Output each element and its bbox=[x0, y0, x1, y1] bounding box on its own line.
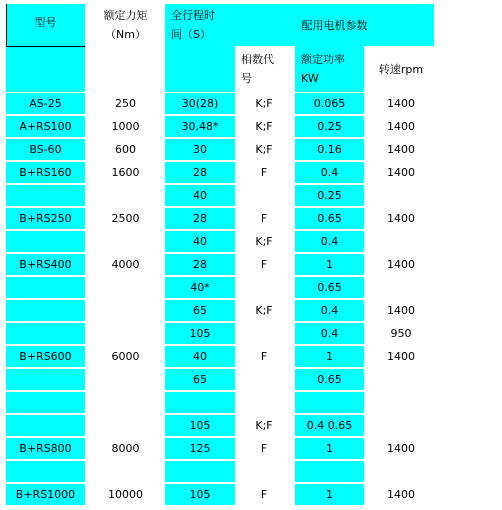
cell-time-value: 105 bbox=[189, 327, 211, 340]
cell-model bbox=[6, 162, 85, 183]
cell-power bbox=[295, 392, 364, 413]
cell-power-value: 1 bbox=[326, 488, 333, 501]
cell-speed-value: 1400 bbox=[387, 120, 415, 133]
cell-power bbox=[295, 185, 364, 206]
cell-power-value: 1 bbox=[326, 350, 333, 363]
cell-power bbox=[295, 231, 364, 252]
cell-time-value: 65 bbox=[193, 304, 207, 317]
cell-power bbox=[295, 438, 364, 459]
cell-power bbox=[295, 415, 364, 436]
cell-power-value: 0.4 bbox=[320, 327, 339, 340]
cell-speed bbox=[366, 208, 436, 229]
cell-power bbox=[295, 369, 364, 390]
cell-phase-value: F bbox=[260, 258, 268, 271]
cell-phase bbox=[235, 415, 293, 436]
cell-torque bbox=[88, 162, 163, 183]
cell-phase bbox=[235, 346, 293, 367]
cell-speed bbox=[366, 300, 436, 321]
cell-model-value: BS-60 bbox=[29, 143, 62, 156]
cell-torque bbox=[88, 415, 163, 436]
cell-phase bbox=[235, 116, 293, 137]
cell-time-value: 40 bbox=[193, 350, 207, 363]
cell-power bbox=[295, 208, 364, 229]
cell-model bbox=[6, 208, 85, 229]
cell-power-value: 0.25 bbox=[317, 120, 342, 133]
cell-model-value: B+RS1000 bbox=[15, 488, 76, 501]
cell-torque bbox=[88, 346, 163, 367]
cell-speed bbox=[366, 369, 436, 390]
cell-torque bbox=[88, 484, 163, 505]
cell-torque-value: 10000 bbox=[108, 488, 143, 501]
cell-phase bbox=[235, 461, 293, 482]
cell-time-value: 30(28) bbox=[181, 97, 219, 110]
cell-torque-value: 250 bbox=[115, 97, 136, 110]
header-model bbox=[6, 4, 85, 46]
cell-speed-value: 1400 bbox=[387, 488, 415, 501]
cell-model-value: B+RS800 bbox=[19, 442, 72, 455]
cell-torque-value: 4000 bbox=[111, 258, 140, 271]
cell-torque-value: 1600 bbox=[111, 166, 140, 179]
cell-phase-value: K;F bbox=[255, 143, 273, 156]
header-speed bbox=[366, 46, 436, 92]
cell-speed-value: 1400 bbox=[387, 143, 415, 156]
cell-phase bbox=[235, 484, 293, 505]
cell-torque bbox=[88, 392, 163, 413]
cell-torque bbox=[88, 461, 163, 482]
cell-torque bbox=[88, 369, 163, 390]
cell-torque-value: 8000 bbox=[111, 442, 140, 455]
header-stroke-time-line1: 全行程时 bbox=[171, 9, 215, 22]
header-phase-code bbox=[235, 46, 293, 92]
cell-power-value: 0.4 bbox=[320, 304, 339, 317]
cell-speed bbox=[366, 116, 436, 137]
cell-phase bbox=[235, 162, 293, 183]
cell-speed bbox=[366, 231, 436, 252]
cell-speed bbox=[366, 185, 436, 206]
cell-time-value: 65 bbox=[193, 373, 207, 386]
cell-torque bbox=[88, 323, 163, 344]
cell-model bbox=[6, 254, 85, 275]
cell-time bbox=[165, 93, 235, 114]
cell-torque bbox=[88, 300, 163, 321]
cell-time-value: 40* bbox=[190, 281, 210, 294]
cell-speed bbox=[366, 461, 436, 482]
cell-model bbox=[6, 231, 85, 252]
cell-speed bbox=[366, 415, 436, 436]
cell-power bbox=[295, 300, 364, 321]
header-speed-label: 转速rpm bbox=[378, 63, 424, 76]
cell-torque bbox=[88, 231, 163, 252]
cell-model-value: B+RS160 bbox=[19, 166, 72, 179]
cell-speed bbox=[366, 346, 436, 367]
cell-phase-value: F bbox=[260, 442, 268, 455]
cell-power-value: 1 bbox=[326, 258, 333, 271]
cell-torque bbox=[88, 139, 163, 160]
cell-time bbox=[165, 484, 235, 505]
cell-torque bbox=[88, 438, 163, 459]
cell-time bbox=[165, 254, 235, 275]
cell-time bbox=[165, 438, 235, 459]
cell-phase bbox=[235, 185, 293, 206]
cell-phase bbox=[235, 93, 293, 114]
cell-model bbox=[6, 139, 85, 160]
cell-power bbox=[295, 277, 364, 298]
cell-speed-value: 1400 bbox=[387, 350, 415, 363]
cell-time-value: 28 bbox=[193, 212, 207, 225]
cell-model bbox=[6, 93, 85, 114]
cell-model bbox=[6, 461, 85, 482]
cell-model-value: AS-25 bbox=[29, 97, 62, 110]
cell-model-value: A+RS100 bbox=[19, 120, 72, 133]
cell-phase-value: F bbox=[260, 166, 268, 179]
cell-power-value: 0.65 bbox=[317, 373, 342, 386]
cell-speed bbox=[366, 323, 436, 344]
header-rated-power-line1: 额定功率 bbox=[301, 53, 345, 66]
cell-phase-value: F bbox=[260, 488, 268, 501]
cell-model-value: B+RS600 bbox=[19, 350, 72, 363]
table-left-border bbox=[6, 4, 7, 46]
cell-model bbox=[6, 323, 85, 344]
header-phase-code-line1: 相数代 bbox=[241, 53, 274, 66]
cell-power-value: 0.65 bbox=[317, 212, 342, 225]
cell-power bbox=[295, 254, 364, 275]
cell-power-value: 0.16 bbox=[317, 143, 342, 156]
cell-torque-value: 6000 bbox=[111, 350, 140, 363]
cell-time-value: 125 bbox=[189, 442, 211, 455]
cell-time-value: 30 bbox=[193, 143, 207, 156]
cell-model-value: B+RS250 bbox=[19, 212, 72, 225]
cell-time bbox=[165, 461, 235, 482]
cell-torque bbox=[88, 116, 163, 137]
cell-torque bbox=[88, 277, 163, 298]
cell-model bbox=[6, 277, 85, 298]
cell-power-value: 0.065 bbox=[313, 97, 346, 110]
cell-phase-value: K;F bbox=[255, 235, 273, 248]
cell-time bbox=[165, 116, 235, 137]
cell-speed-value: 1400 bbox=[387, 442, 415, 455]
cell-time bbox=[165, 277, 235, 298]
cell-phase-value: K;F bbox=[255, 304, 273, 317]
cell-speed bbox=[366, 162, 436, 183]
cell-time bbox=[165, 300, 235, 321]
header-stroke-time-line2: 间（S） bbox=[171, 28, 211, 41]
cell-torque bbox=[88, 254, 163, 275]
cell-torque-value: 600 bbox=[115, 143, 136, 156]
cell-torque bbox=[88, 185, 163, 206]
cell-power-value: 0.25 bbox=[317, 189, 342, 202]
cell-model-value: B+RS400 bbox=[19, 258, 72, 271]
header-motor-params-label: 配用电机参数 bbox=[301, 19, 368, 32]
cell-model bbox=[6, 346, 85, 367]
cell-time bbox=[165, 139, 235, 160]
cell-speed bbox=[366, 438, 436, 459]
cell-model bbox=[6, 438, 85, 459]
cell-speed bbox=[366, 93, 436, 114]
header-bottom-rule bbox=[6, 46, 85, 47]
cell-time bbox=[165, 369, 235, 390]
cell-speed bbox=[366, 484, 436, 505]
cell-time bbox=[165, 346, 235, 367]
cell-time-value: 28 bbox=[193, 166, 207, 179]
cell-power bbox=[295, 461, 364, 482]
cell-phase-value: F bbox=[260, 350, 268, 363]
cell-time bbox=[165, 392, 235, 413]
cell-phase bbox=[235, 323, 293, 344]
cell-phase bbox=[235, 277, 293, 298]
cell-power-value: 1 bbox=[326, 442, 333, 455]
cell-model bbox=[6, 369, 85, 390]
cell-phase bbox=[235, 139, 293, 160]
cell-speed-value: 1400 bbox=[387, 304, 415, 317]
cell-speed-value: 1400 bbox=[387, 212, 415, 225]
cell-power-value: 0.4 0.65 bbox=[306, 419, 353, 432]
cell-phase bbox=[235, 392, 293, 413]
cell-speed bbox=[366, 392, 436, 413]
cell-time-value: 40 bbox=[193, 235, 207, 248]
cell-power bbox=[295, 116, 364, 137]
header-torque-line2: （Nm） bbox=[105, 28, 146, 41]
cell-time-value: 30,48* bbox=[181, 120, 219, 133]
cell-torque bbox=[88, 208, 163, 229]
cell-torque bbox=[88, 93, 163, 114]
header-model-label: 型号 bbox=[34, 16, 57, 29]
header-motor-params bbox=[235, 4, 434, 46]
cell-phase bbox=[235, 300, 293, 321]
cell-model bbox=[6, 415, 85, 436]
cell-model bbox=[6, 185, 85, 206]
cell-model bbox=[6, 116, 85, 137]
header-stroke-time bbox=[165, 4, 235, 46]
cell-speed-value: 1400 bbox=[387, 166, 415, 179]
cell-power bbox=[295, 139, 364, 160]
header-torque-line1: 额定力矩 bbox=[103, 9, 148, 22]
cell-phase-value: K;F bbox=[255, 120, 273, 133]
cell-time bbox=[165, 231, 235, 252]
cell-model bbox=[6, 484, 85, 505]
cell-speed-value: 950 bbox=[390, 327, 412, 340]
cell-speed-value: 1400 bbox=[387, 258, 415, 271]
header-rated-power-line2: KW bbox=[301, 72, 319, 85]
cell-power bbox=[295, 346, 364, 367]
cell-time bbox=[165, 415, 235, 436]
cell-time-value: 105 bbox=[189, 488, 211, 501]
cell-model bbox=[6, 392, 85, 413]
cell-phase bbox=[235, 208, 293, 229]
cell-time bbox=[165, 208, 235, 229]
cell-speed bbox=[366, 277, 436, 298]
cell-time bbox=[165, 185, 235, 206]
cell-phase bbox=[235, 254, 293, 275]
cell-power bbox=[295, 162, 364, 183]
cell-time bbox=[165, 323, 235, 344]
cell-speed bbox=[366, 254, 436, 275]
header-torque bbox=[88, 4, 163, 46]
cell-phase-value: F bbox=[260, 212, 268, 225]
cell-phase-value: K;F bbox=[255, 97, 273, 110]
cell-model bbox=[6, 300, 85, 321]
cell-phase bbox=[235, 369, 293, 390]
cell-power-value: 0.4 bbox=[320, 166, 339, 179]
cell-speed-value: 1400 bbox=[387, 97, 415, 110]
cell-torque-value: 1000 bbox=[111, 120, 140, 133]
cell-phase bbox=[235, 231, 293, 252]
cell-power bbox=[295, 323, 364, 344]
cell-power bbox=[295, 484, 364, 505]
cell-time-value: 40 bbox=[193, 189, 207, 202]
header-row2-model bbox=[6, 46, 85, 92]
cell-speed bbox=[366, 139, 436, 160]
cell-phase-value: K;F bbox=[255, 419, 273, 432]
cell-time-value: 28 bbox=[193, 258, 207, 271]
header-rated-power bbox=[295, 46, 364, 92]
header-row2-time bbox=[165, 46, 235, 92]
cell-power-value: 0.65 bbox=[317, 281, 342, 294]
cell-torque-value: 2500 bbox=[111, 212, 140, 225]
cell-power bbox=[295, 93, 364, 114]
header-phase-code-line2: 号 bbox=[241, 72, 252, 85]
cell-phase bbox=[235, 438, 293, 459]
cell-time bbox=[165, 162, 235, 183]
cell-time-value: 105 bbox=[189, 419, 211, 432]
cell-power-value: 0.4 bbox=[320, 235, 339, 248]
